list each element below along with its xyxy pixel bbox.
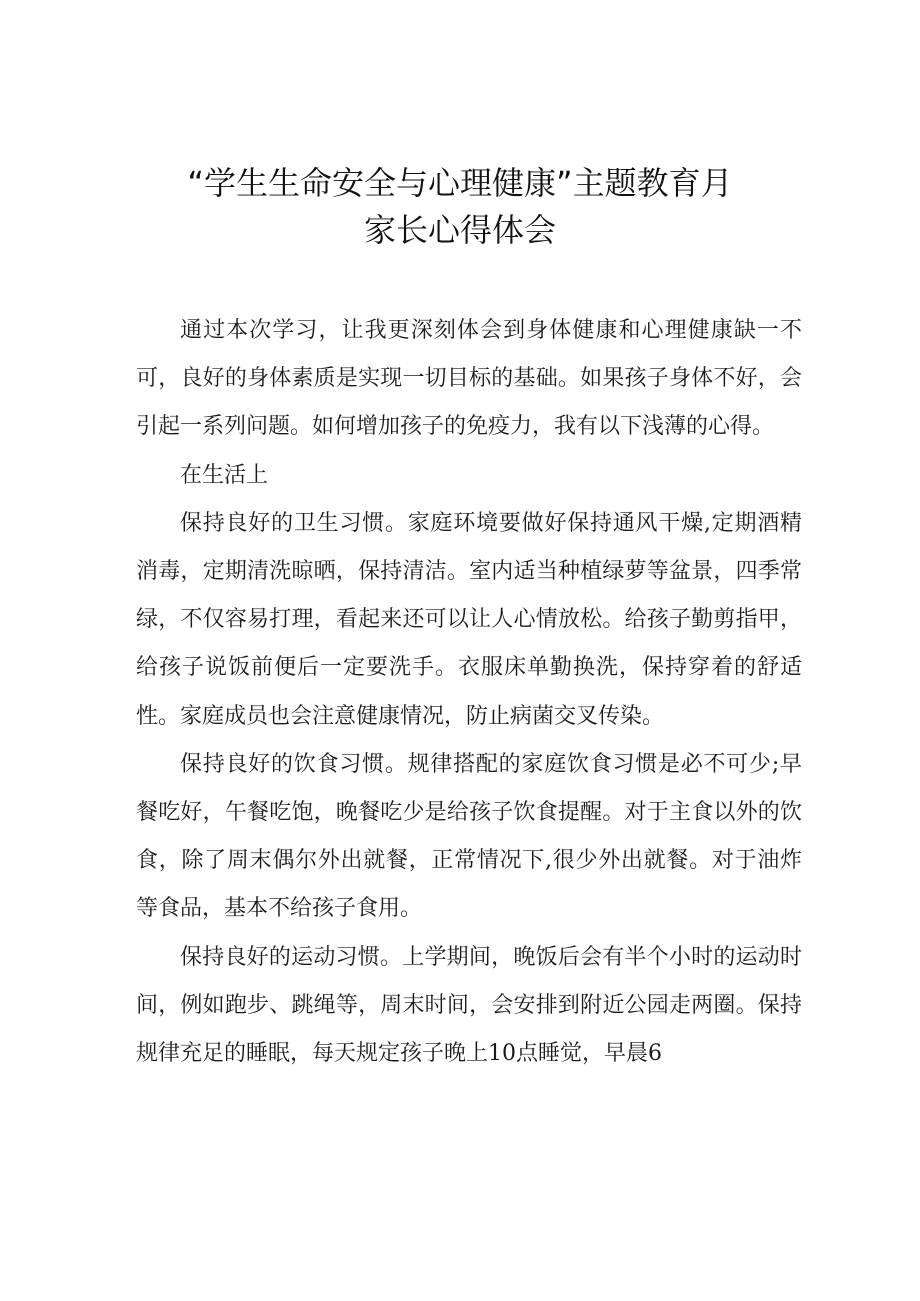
paragraph-exercise: 保持良好的运动习惯。上学期间，晚饭后会有半个小时的运动时间，例如跑步、跳绳等，周末时间，会安排到附近公园走两圈。保持规律充足的睡眠，每天规定孩子晚上10点睡觉，早晨6 xyxy=(136,944,802,1067)
document-body xyxy=(136,307,802,1078)
paragraph-hygiene: 保持良好的卫生习惯。家庭环境要做好保持通风干燥,定期酒精消毒，定期清洗晾晒，保持清洁。室内适当种植绿萝等盆景，四季常绿，不仅容易打理，看起来还可以让人心情放松。给孩子勤剪指甲，给孩子说饭前便后一定要洗手。衣服床单勤换洗，保持穿着的舒适性。家庭成员也会注意健康情况，防止病菌交叉传染。 xyxy=(136,510,802,729)
paragraph-intro: 通过本次学习，让我更深刻体会到身体健康和心理健康缺一不可，良好的身体素质是实现一切目标的基础。如果孩子身体不好，会引起一系列问题。如何增加孩子的免疫力，我有以下浅薄的心得。 xyxy=(136,318,802,440)
paragraph-diet: 保持良好的饮食习惯。规律搭配的家庭饮食习惯是必不可少;早餐吃好，午餐吃饱，晚餐吃少是给孩子饮食提醒。对于主食以外的饮食，除了周末偶尔外出就餐，正常情况下,很少外出就餐。对于油炸等食品，基本不给孩子食用。 xyxy=(136,751,802,922)
document-title-line-2: 家长心得体会 xyxy=(363,211,556,249)
document-title-line-1: “学生生命安全与心理健康”主题教育月 xyxy=(187,164,733,202)
paragraph-section-heading: 在生活上 xyxy=(180,462,269,488)
